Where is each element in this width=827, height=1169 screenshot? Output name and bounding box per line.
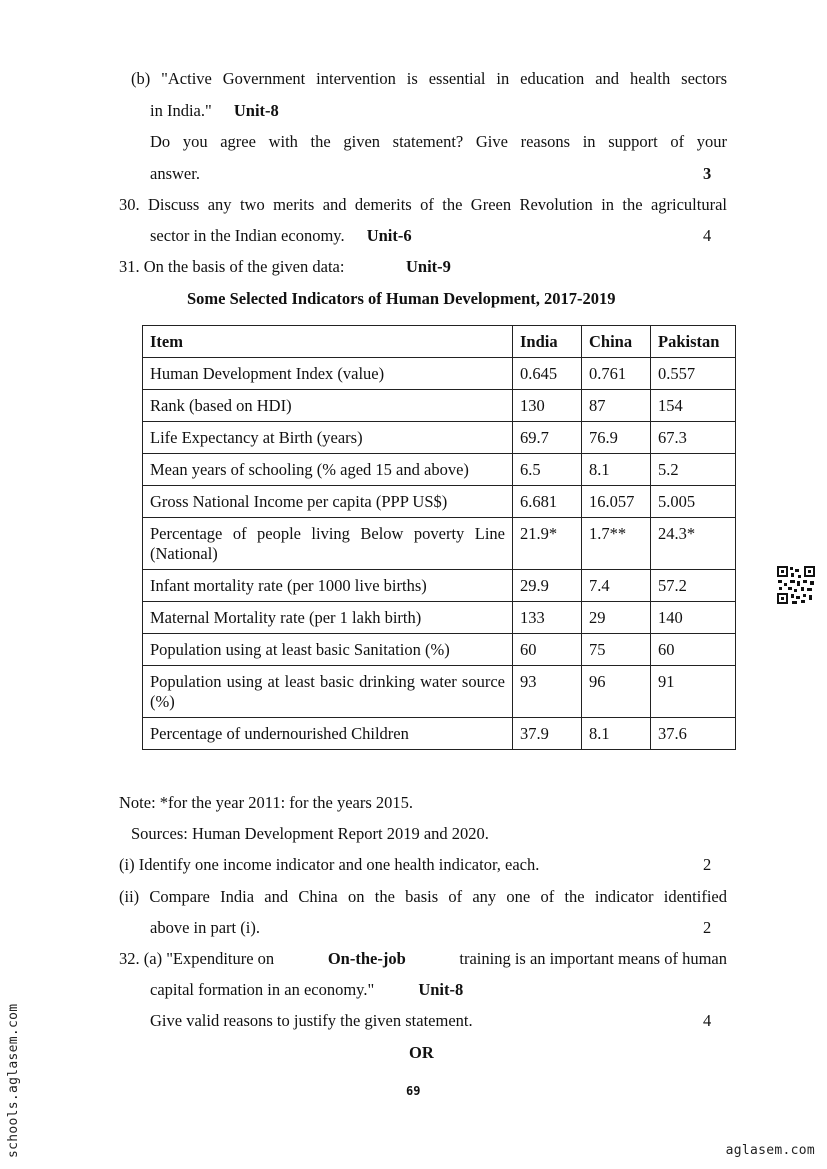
table-row <box>143 570 736 602</box>
table-title: Some Selected Indicators of Human Development, 2017-2019 <box>187 289 616 308</box>
header-pakistan: Pakistan <box>651 326 736 358</box>
row-item: Human Development Index (value) <box>143 358 513 390</box>
row-china: 8.1 <box>582 718 651 750</box>
table-row <box>143 454 736 486</box>
table-row <box>143 518 736 570</box>
row-item: Percentage of people living Below poverty Line (National) <box>143 518 513 570</box>
q29b-unit: Unit-8 <box>233 101 279 120</box>
row-india: 0.645 <box>513 358 582 390</box>
row-pakistan: 24.3* <box>651 518 736 570</box>
row-pakistan: 5.005 <box>651 486 736 518</box>
q29b-line4: answer. <box>150 164 200 183</box>
row-pakistan: 0.557 <box>651 358 736 390</box>
row-pakistan: 57.2 <box>651 570 736 602</box>
table-row <box>143 634 736 666</box>
row-china: 75 <box>582 634 651 666</box>
q31-part-ii-marks: 2 <box>703 918 712 937</box>
row-india: 37.9 <box>513 718 582 750</box>
row-india: 6.5 <box>513 454 582 486</box>
row-pakistan: 67.3 <box>651 422 736 454</box>
hd-indicators-table <box>142 325 736 750</box>
q29b-marks: 3 <box>703 164 712 183</box>
q29b-line2-text: in India." <box>150 101 212 120</box>
q30-marks: 4 <box>703 226 712 245</box>
row-china: 96 <box>582 666 651 718</box>
q32-line2 <box>150 980 463 1000</box>
row-india: 69.7 <box>513 422 582 454</box>
table-row <box>143 718 736 750</box>
row-china: 76.9 <box>582 422 651 454</box>
table-row <box>143 486 736 518</box>
q32-marks: 4 <box>703 1011 712 1030</box>
row-india: 60 <box>513 634 582 666</box>
q30-line2 <box>150 226 412 246</box>
q32-unit: Unit-8 <box>418 980 464 999</box>
row-china: 7.4 <box>582 570 651 602</box>
table-row <box>143 422 736 454</box>
row-item: Population using at least basic drinking water source (%) <box>143 666 513 718</box>
q31-part-ii-line2: above in part (i). <box>150 918 260 937</box>
row-item: Gross National Income per capita (PPP US$) <box>143 486 513 518</box>
row-item: Population using at least basic Sanitation (%) <box>143 634 513 666</box>
q32-line2-text: capital formation in an economy." <box>150 980 375 999</box>
table-note: Note: *for the year 2011: for the years 2015. <box>119 793 414 812</box>
row-pakistan: 60 <box>651 634 736 666</box>
footer-watermark: aglasem.com <box>725 1143 815 1158</box>
row-india: 6.681 <box>513 486 582 518</box>
header-item: Item <box>143 326 513 358</box>
q29b-line3: Do you agree with the given statement? Give reasons in support of your <box>150 132 727 151</box>
row-item: Infant mortality rate (per 1000 live births) <box>143 570 513 602</box>
page-number: 69 <box>406 1084 421 1098</box>
side-watermark: schools.aglasem.com <box>6 1003 21 1158</box>
q30-unit: Unit-6 <box>366 226 412 245</box>
q31-part-i-marks: 2 <box>703 855 712 874</box>
q29b-line2 <box>150 101 279 121</box>
row-china: 1.7** <box>582 518 651 570</box>
row-china: 29 <box>582 602 651 634</box>
q29b-line1: (b) "Active Government intervention is essential in education and health sectors <box>131 69 727 88</box>
row-india: 133 <box>513 602 582 634</box>
row-item: Maternal Mortality rate (per 1 lakh birth) <box>143 602 513 634</box>
qr-code-icon <box>776 565 816 605</box>
table-row <box>143 666 736 718</box>
table-sources: Sources: Human Development Report 2019 and 2020. <box>131 824 489 843</box>
or-separator: OR <box>409 1043 434 1062</box>
row-item: Life Expectancy at Birth (years) <box>143 422 513 454</box>
row-india: 29.9 <box>513 570 582 602</box>
q30-line1: 30. Discuss any two merits and demerits of the Green Revolution in the agricultural <box>119 195 727 214</box>
header-india: India <box>513 326 582 358</box>
row-india: 21.9* <box>513 518 582 570</box>
table-row <box>143 390 736 422</box>
row-china: 16.057 <box>582 486 651 518</box>
row-item: Percentage of undernourished Children <box>143 718 513 750</box>
row-india: 93 <box>513 666 582 718</box>
row-pakistan: 140 <box>651 602 736 634</box>
row-india: 130 <box>513 390 582 422</box>
row-china: 8.1 <box>582 454 651 486</box>
row-item: Mean years of schooling (% aged 15 and above) <box>143 454 513 486</box>
q31-part-ii-line1: (ii) Compare India and China on the basis of any one of the indicator identified <box>119 887 727 906</box>
q30-line2-text: sector in the Indian economy. <box>150 226 345 245</box>
q31-unit: Unit-9 <box>406 257 451 276</box>
q32-line1-bold: On-the-job <box>327 949 406 968</box>
row-pakistan: 91 <box>651 666 736 718</box>
row-pakistan: 154 <box>651 390 736 422</box>
table-row <box>143 358 736 390</box>
row-china: 87 <box>582 390 651 422</box>
q32-line1 <box>119 949 727 969</box>
q32-line3: Give valid reasons to justify the given statement. <box>150 1011 473 1030</box>
q31-intro: 31. On the basis of the given data: <box>119 257 345 276</box>
table-row <box>143 602 736 634</box>
row-pakistan: 37.6 <box>651 718 736 750</box>
header-china: China <box>582 326 651 358</box>
q32-line1-post: training is an important means of human <box>459 949 727 968</box>
q32-line1-pre: 32. (a) "Expenditure on <box>119 949 275 968</box>
table-header-row <box>143 326 736 358</box>
row-item: Rank (based on HDI) <box>143 390 513 422</box>
row-china: 0.761 <box>582 358 651 390</box>
q31-part-i: (i) Identify one income indicator and one health indicator, each. <box>119 855 540 874</box>
row-pakistan: 5.2 <box>651 454 736 486</box>
